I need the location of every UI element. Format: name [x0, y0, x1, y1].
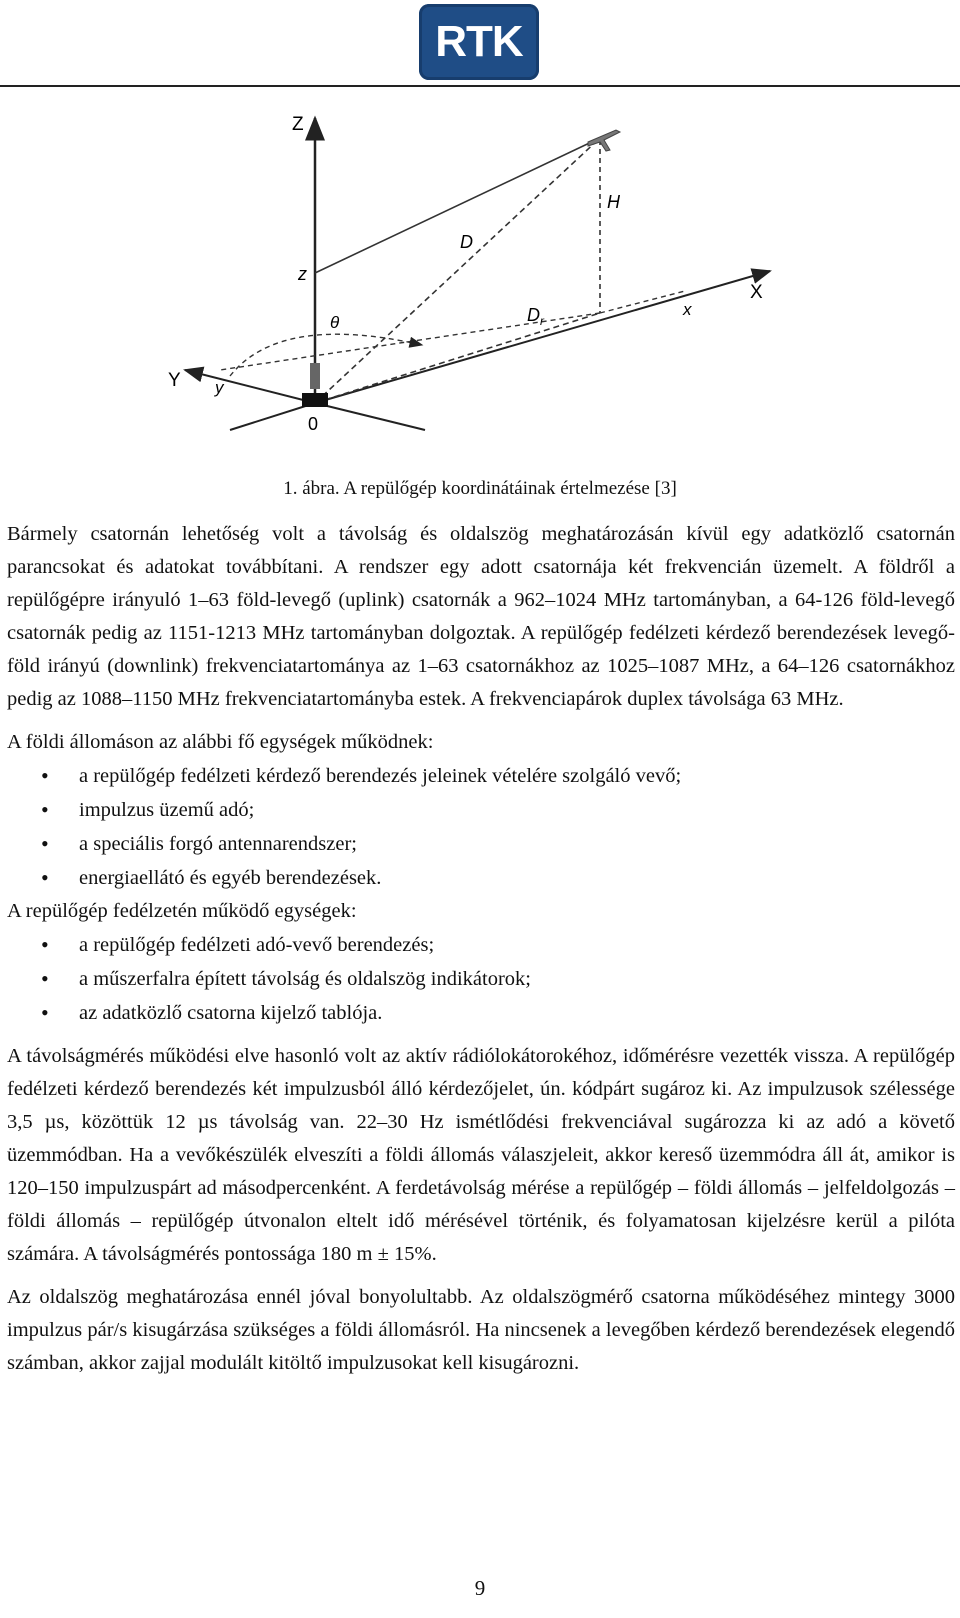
antenna-icon — [310, 363, 320, 389]
label-theta: θ — [330, 313, 340, 332]
figure-caption: 1. ábra. A repülőgép koordinátáinak értelmezése [3] — [283, 478, 677, 499]
list-item: • energiaellátó és egyéb berendezések. — [7, 861, 955, 895]
ground-units-list — [7, 759, 955, 895]
aircraft-icon — [588, 130, 620, 151]
x-axis — [315, 271, 770, 403]
x-axis-extension — [230, 403, 315, 430]
paragraph-ground-units-intro: A földi állomáson az alábbi fő egységek működnek: — [7, 731, 434, 753]
list-item: • a repülőgép fedélzeti kérdező berendezés jeleinek vételére szolgáló vevő; — [7, 759, 955, 793]
label-origin: 0 — [308, 414, 319, 434]
label-Dr-main: D — [527, 305, 540, 325]
plane-to-z-line — [315, 138, 600, 273]
label-Z: Z — [292, 114, 304, 135]
list-item: • impulzus üzemű adó; — [7, 793, 955, 827]
x-projection-line — [600, 291, 685, 313]
paragraph-aircraft-units-intro: A repülőgép fedélzetén működő egységek: — [7, 900, 357, 922]
header-rule — [0, 85, 960, 87]
label-Dr — [527, 305, 545, 328]
label-X: X — [750, 282, 763, 303]
theta-arc — [230, 334, 422, 376]
document-body — [7, 518, 955, 1380]
label-H: H — [607, 192, 620, 212]
ground-station-icon — [302, 393, 328, 407]
list-item: • az adatközlő csatorna kijelző tablója. — [7, 996, 955, 1030]
label-z: z — [298, 264, 307, 284]
slant-range-line — [315, 138, 600, 403]
y-axis — [185, 370, 315, 403]
label-x: x — [683, 300, 692, 319]
label-Y: Y — [168, 370, 181, 391]
list-item: • a speciális forgó antennarendszer; — [7, 827, 955, 861]
label-D: D — [460, 232, 473, 252]
label-Dr-sub: r — [540, 314, 544, 328]
rtk-logo — [419, 4, 539, 80]
ground-range-line — [315, 313, 600, 403]
aircraft-units-list — [7, 928, 955, 1030]
y-axis-extension — [315, 403, 425, 430]
paragraph-bearing: Az oldalszög meghatározása ennél jóval bonyolultabb. Az oldalszögmérő csatorna működéséhez mintegy 3000 impulzus pár/s kisugárzása szükséges a földi állomásról. Ha nincsenek a levegőben kérdező berendezések elegendő számban, akkor zajjal modulált kitöltő impulzusokat kell kisugározni. — [7, 1286, 955, 1374]
label-y: y — [215, 378, 224, 397]
coordinate-diagram — [160, 108, 800, 448]
paragraph-frequency: Bármely csatornán lehetőség volt a távolság és oldalszög meghatározásán kívül egy adatközlő csatornán parancsokat és adatokat továbbítani. A rendszer egy adott csatornája két frekvencián üzemelt. A földről a repülőgépre irányuló 1–63 föld-levegő (uplink) csatornák a 962–1024 MHz tartományban, a 64-126 föld-levegő csatornák pedig az 1151-1213 MHz tartományban dolgoztak. A repülőgép fedélzeti kérdező berendezések levegő-föld irányú (downlink) frekvenciatartománya az 1–63 csatornákhoz az 1025–1087 MHz, a 64–126 csatornákhoz pedig az 1088–1150 MHz frekvenciatartományba estek. A frekvenciapárok duplex távolsága 63 MHz. — [7, 523, 955, 710]
page-number: 9 — [474, 1576, 486, 1600]
list-item: • a repülőgép fedélzeti adó-vevő berendezés; — [7, 928, 955, 962]
list-item: • a műszerfalra épített távolság és oldalszög indikátorok; — [7, 962, 955, 996]
logo-text: RTK — [435, 17, 523, 66]
paragraph-range-measurement: A távolságmérés működési elve hasonló volt az aktív rádiólokátorokéhoz, időmérésre vezették vissza. A repülőgép fedélzeti kérdező berendezés két impulzusból álló kérdezőjelet, ún. kódpárt sugároz ki. Az impulzusok szélessége 3,5 µs, közöttük 12 µs távolság van. 22–30 Hz ismétlődési frekvenciával sugározza ki az adó a követő üzemmódban. Ha a vevőkészülék elveszíti a földi állomás válaszjeleit, akkor kereső üzemmódra áll át, amikor is 120–150 impulzuspárt ad másodpercenként. A ferdetávolság mérése a repülőgép – földi állomás – jelfeldolgozás – földi állomás – repülőgép útvonalon eltelt idő mérésével történik, és folyamatosan kijelzésre kerül a pilóta számára. A távolságmérés pontossága 180 m ± 15%. — [7, 1045, 955, 1265]
